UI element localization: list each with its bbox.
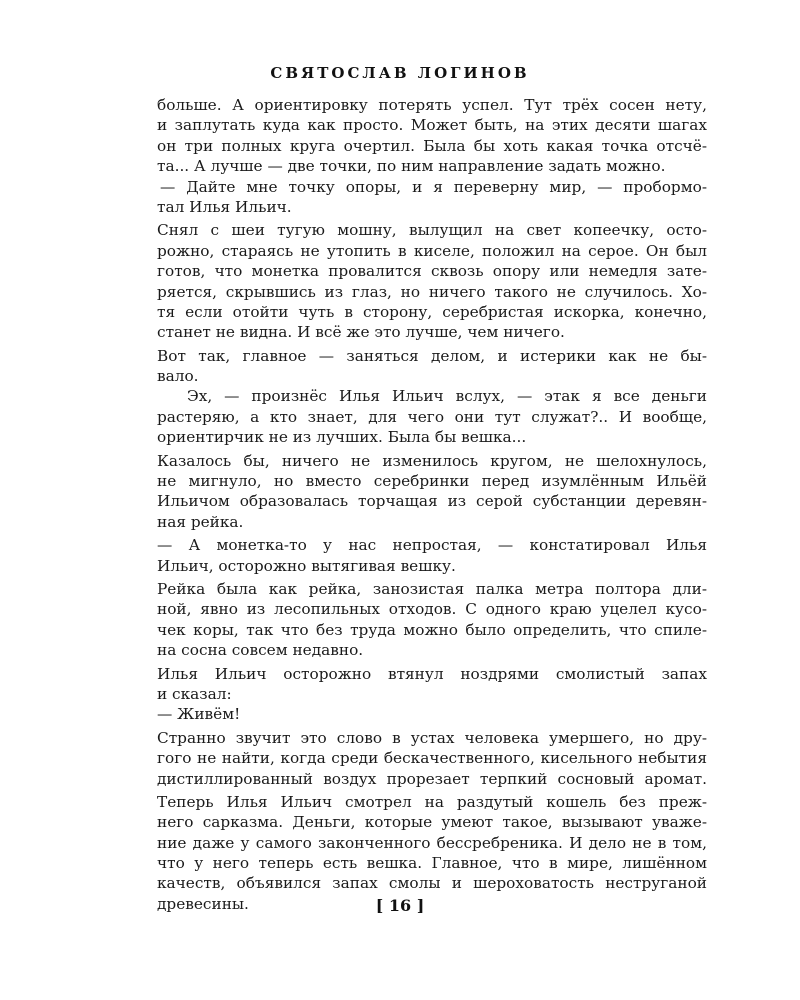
text-line: готов, что монетка провалится сквозь опору или немедля зате- [157, 262, 707, 281]
text-line: не мигнуло, но вместо серебринки перед изумлённым Ильёй [157, 472, 707, 491]
text-line: древесины. [157, 894, 249, 913]
text-line: дистиллированный воздух прорезает терпкий сосновый аромат. [157, 769, 707, 788]
text-line: гого не найти, когда среди бескачественного, кисельного небытия [157, 749, 707, 768]
text-line: тал Илья Ильич. [157, 197, 292, 216]
running-head: СВЯТОСЛАВ ЛОГИНОВ [270, 64, 530, 82]
text-line: Рейка была как рейка, занозистая палка метра полтора дли- [157, 579, 707, 598]
text-line: — А монетка-то у нас непростая, — констатировал Илья [157, 536, 707, 555]
text-line: что у него теперь есть вешка. Главное, что в мире, лишённом [157, 854, 707, 873]
text-line: качеств, объявился запах смолы и шероховатость неструганой [157, 874, 707, 893]
text-line: вало. [157, 367, 199, 386]
text-line: Вот так, главное — заняться делом, и истерики как не бы- [157, 346, 707, 365]
text-line: растеряю, а кто знает, для чего они тут служат?.. И вообще, [157, 407, 707, 426]
text-line: ние даже у самого законченного бессребреника. И дело не в том, [157, 833, 707, 852]
text-line: чек коры, так что без труда можно было определить, что спиле- [157, 620, 707, 639]
text-line: ряется, скрывшись из глаз, но ничего такого не случилось. Хо- [157, 282, 707, 301]
text-line: Ильичом образовалась торчащая из серой субстанции деревян- [157, 492, 707, 511]
text-line: — Дайте мне точку опоры, и я переверну мир, — пробормо- [160, 177, 707, 196]
body-text [157, 95, 707, 914]
text-line: Ильич, осторожно вытягивая вешку. [157, 556, 456, 575]
text-line: Теперь Илья Ильич смотрел на раздутый кошель без преж- [157, 792, 707, 811]
text-line: Странно звучит это слово в устах человека умершего, но дру- [157, 728, 707, 747]
text-line: рожно, стараясь не утопить в киселе, положил на серое. Он был [157, 241, 707, 260]
text-line: на сосна совсем недавно. [157, 641, 364, 660]
text-line: Эх, — произнёс Илья Ильич вслух, — этак я все деньги [187, 387, 707, 406]
text-line: он три полных круга очертил. Была бы хоть какая точка отсчё- [157, 136, 707, 155]
text-line: Илья Ильич осторожно втянул ноздрями смолистый запах [157, 664, 707, 683]
text-line: та... А лучше — две точки, по ним направление задать можно. [157, 157, 666, 176]
text-line: и сказал: [157, 684, 232, 703]
text-line: Казалось бы, ничего не изменилось кругом, не шелохнулось, [157, 451, 707, 470]
text-line: ной, явно из лесопильных отходов. С одного краю уцелел кусо- [157, 600, 707, 619]
text-line: и заплутать куда как просто. Может быть, на этих десяти шагах [157, 116, 707, 135]
text-line: ориентирчик не из лучших. Была бы вешка... [157, 428, 527, 447]
text-line: — Живём! [157, 705, 241, 724]
text-line: Снял с шеи тугую мошну, вылущил на свет копеечку, осто- [157, 221, 707, 240]
text-line: него сарказма. Деньги, которые умеют такое, вызывают уваже- [157, 813, 707, 832]
text-line: станет не видна. И всё же это лучше, чем ничего. [157, 323, 565, 342]
page-number: [ 16 ] [375, 896, 425, 915]
text-line: больше. А ориентировку потерять успел. Тут трёх сосен нету, [157, 96, 707, 114]
text-line: ная рейка. [157, 512, 244, 531]
text-line: тя если отойти чуть в сторону, серебристая искорка, конечно, [157, 302, 707, 321]
